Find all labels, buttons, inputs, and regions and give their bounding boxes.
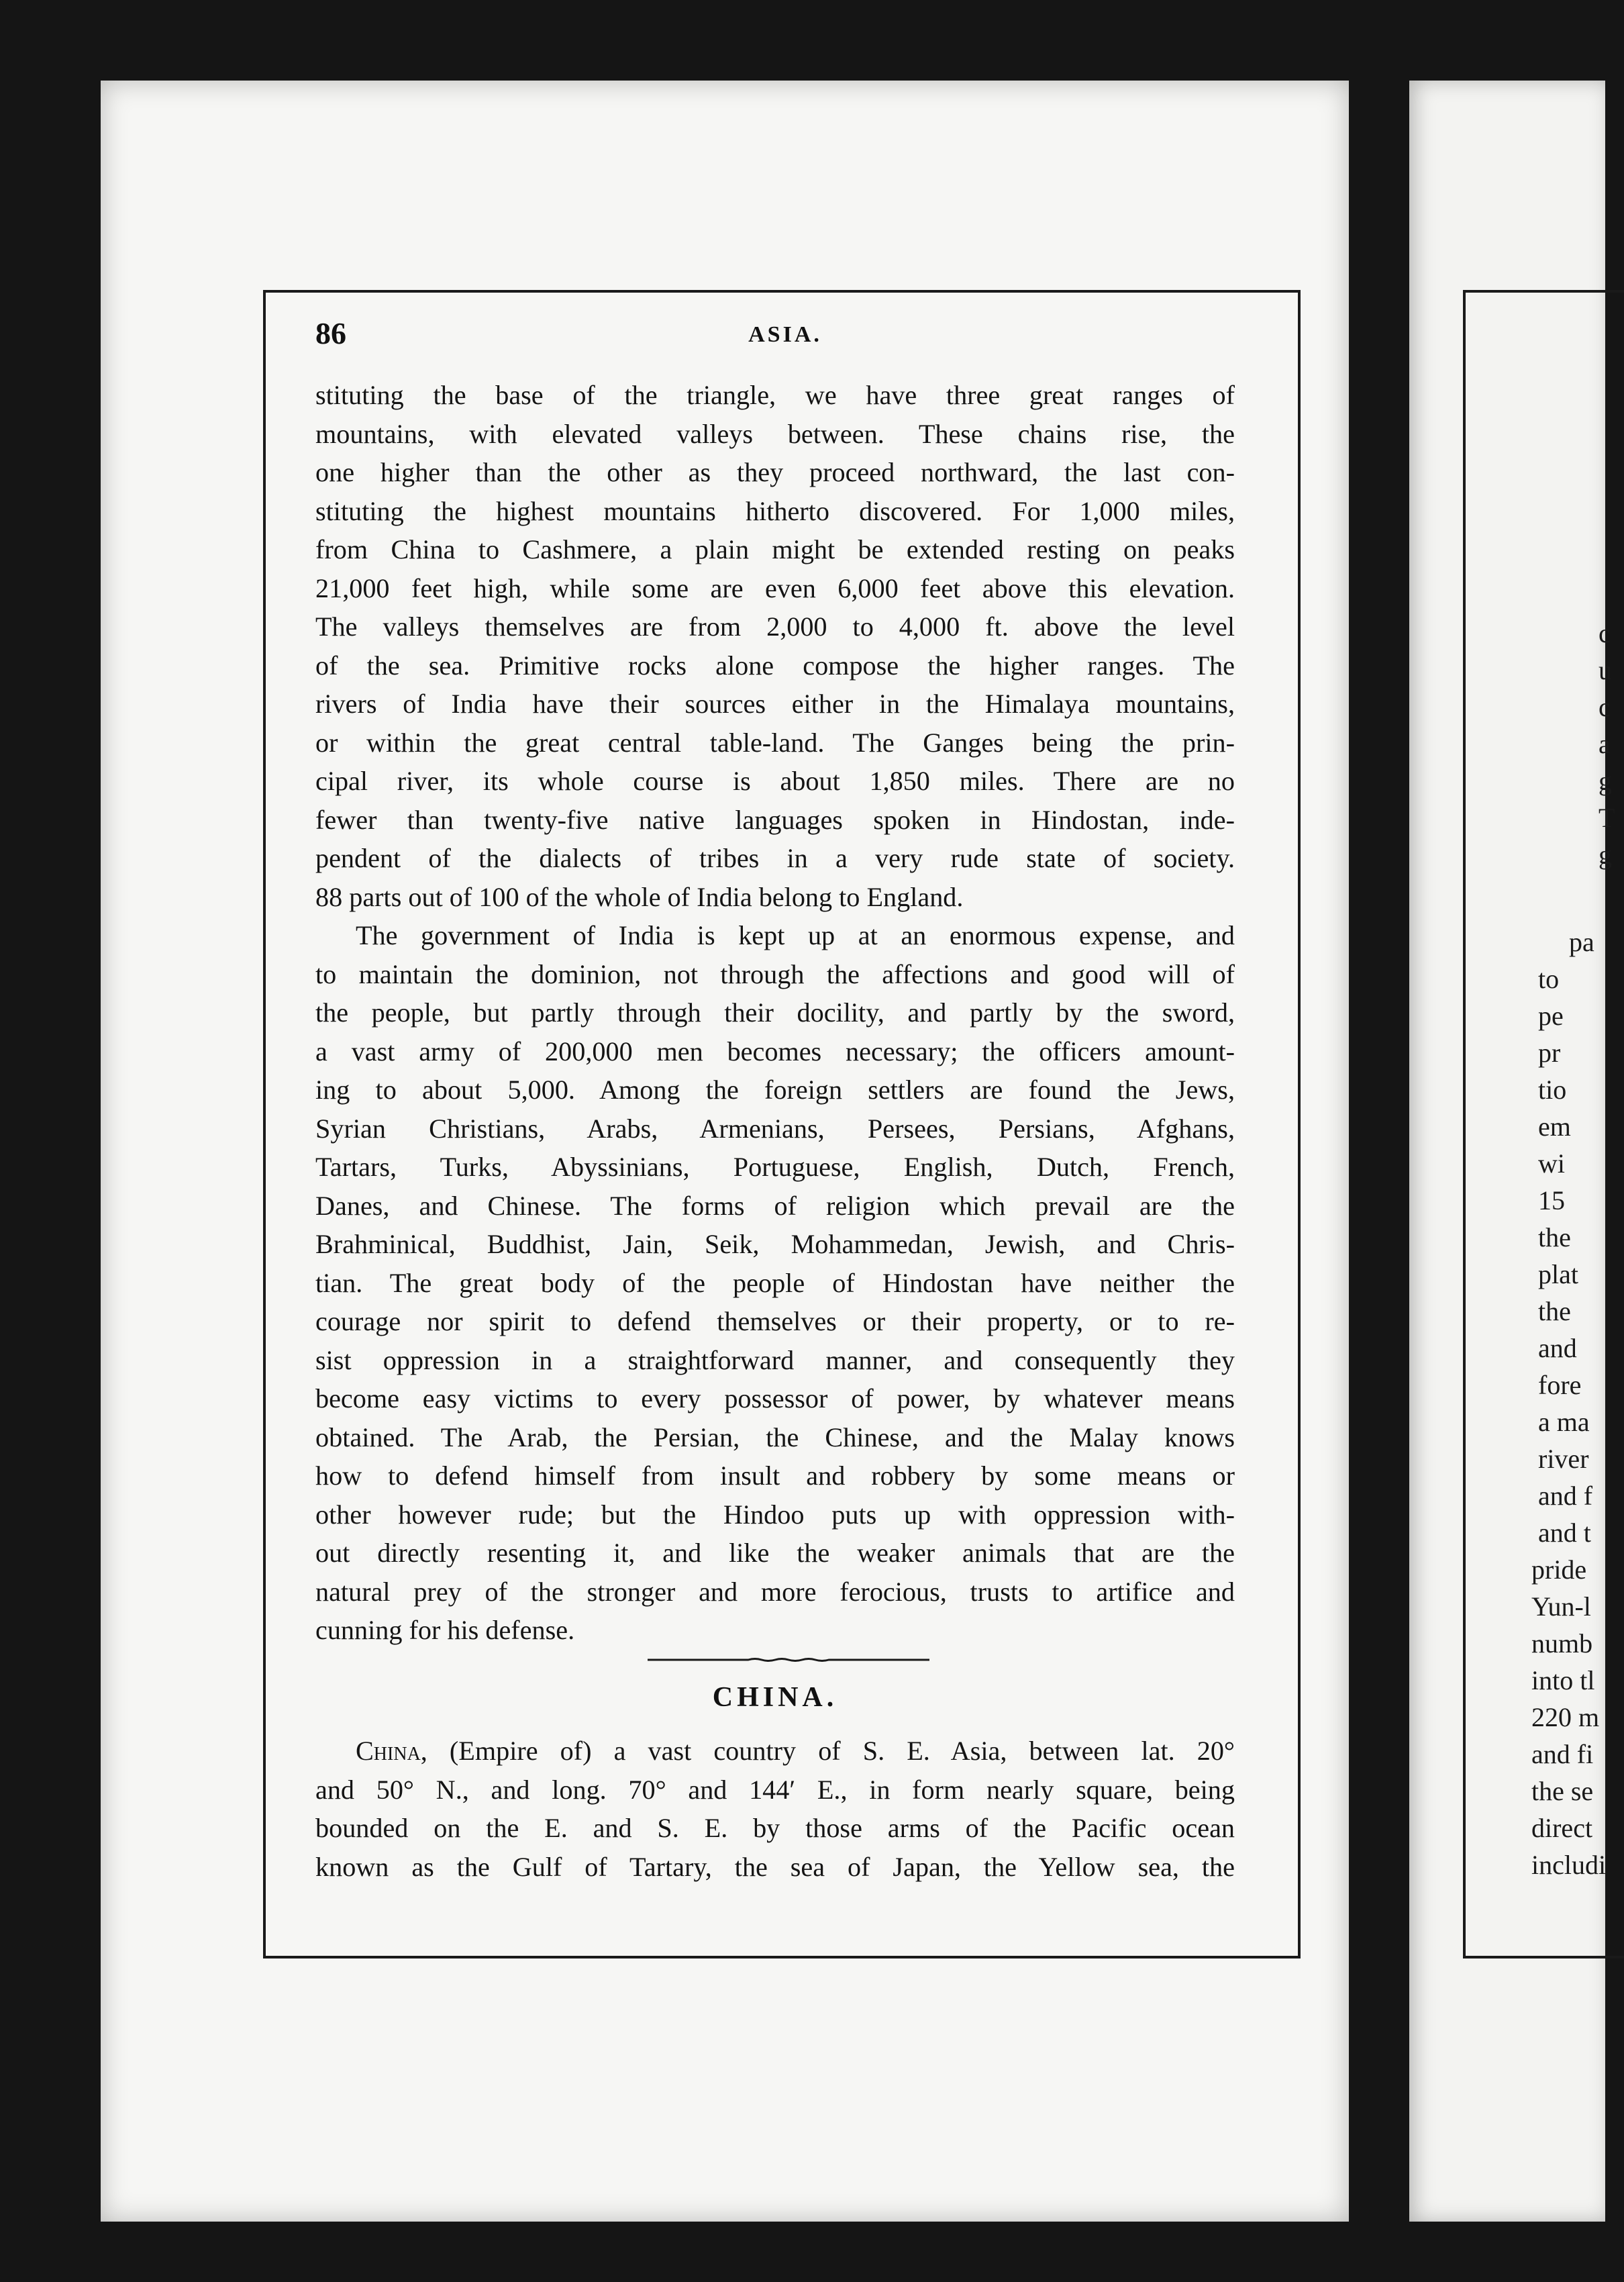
fragment: 15 <box>1538 1185 1565 1216</box>
fragment: pa <box>1569 927 1594 957</box>
text-line: The valleys themselves are from 2,000 to 4,000 ft. above the level <box>315 611 1235 642</box>
text-line: out directly resenting it, and like the weaker animals that are the <box>315 1538 1235 1568</box>
section-heading-china: CHINA. <box>712 1682 838 1713</box>
text-line: Syrian Christians, Arabs, Armenians, Persees, Persians, Afghans, <box>315 1113 1235 1144</box>
fragment: and <box>1538 1333 1577 1363</box>
fragment: the <box>1538 1296 1571 1326</box>
text-line: 88 parts out of 100 of the whole of India belong to England. <box>315 881 964 912</box>
text-line: natural prey of the stronger and more ferocious, trusts to artifice and <box>315 1576 1235 1607</box>
text-line: ing to about 5,000. Among the foreign settlers are found the Jews, <box>315 1075 1235 1105</box>
fragment: river <box>1538 1444 1589 1474</box>
fragment: em <box>1538 1111 1571 1142</box>
text-line: obtained. The Arab, the Persian, the Chinese, and the Malay knows <box>315 1422 1235 1452</box>
fragment: pe <box>1538 1001 1564 1031</box>
text-line-rest: (Empire of) a vast country of S. E. Asia, between lat. 20° <box>427 1736 1235 1766</box>
text-line: other however rude; but the Hindoo puts up with oppression with- <box>315 1499 1235 1530</box>
text-line: sist oppression in a straightforward manner, and consequently they <box>315 1344 1235 1375</box>
paragraph-india-1 <box>315 376 1235 916</box>
text-line: mountains, with elevated valleys between. These chains rise, the <box>315 418 1235 449</box>
fragment: direct <box>1531 1813 1593 1843</box>
fragment: wi <box>1538 1148 1565 1179</box>
text-line <box>315 1732 1235 1771</box>
text-line: become easy victims to every possessor of power, by whatever means <box>315 1383 1235 1413</box>
fragment: tio <box>1538 1075 1567 1105</box>
text-line: of the sea. Primitive rocks alone compose the higher ranges. The <box>315 650 1235 681</box>
text-line: cipal river, its whole course is about 1,850 miles. There are no <box>315 766 1235 796</box>
lead-word: China, <box>356 1736 427 1766</box>
fragment: u <box>1598 655 1612 685</box>
fragment: a <box>1598 729 1611 759</box>
text-line: how to defend himself from insult and robbery by some means or <box>315 1460 1235 1491</box>
fragment: g <box>1598 840 1612 870</box>
text-line: Danes, and Chinese. The forms of religion which prevail are the <box>315 1190 1235 1221</box>
article-body <box>315 376 1235 1650</box>
text-line: stituting the base of the triangle, we have three great ranges of <box>315 380 1235 410</box>
text-line: to maintain the dominion, not through the affections and good will of <box>315 958 1235 989</box>
text-line: Brahminical, Buddhist, Jain, Seik, Mohammedan, Jewish, and Chris- <box>315 1229 1235 1259</box>
fragment: the se <box>1531 1776 1594 1806</box>
text-line: The government of India is kept up at an enormous expense, and <box>356 920 1235 950</box>
page-number: 86 <box>315 316 346 350</box>
text-line: a vast army of 200,000 men becomes necessary; the officers amount- <box>315 1036 1235 1066</box>
text-line: or within the great central table-land. The Ganges being the prin- <box>315 727 1235 758</box>
fragment: and fi <box>1531 1739 1594 1769</box>
fragment: pride <box>1531 1554 1587 1585</box>
fragment: a ma <box>1538 1407 1590 1437</box>
fragment: plat <box>1538 1259 1578 1289</box>
header-title: ASIA. <box>748 322 822 347</box>
fragment: numb <box>1531 1628 1593 1658</box>
text-line: and 50° N., and long. 70° and 144′ E., in form nearly square, being <box>315 1774 1235 1805</box>
text-line: one higher than the other as they proceed northward, the last con- <box>315 457 1235 487</box>
text-line: bounded on the E. and S. E. by those arms of the Pacific ocean <box>315 1813 1235 1843</box>
fragment: to <box>1538 964 1560 994</box>
text-line: tian. The great body of the people of Hindostan have neither the <box>315 1267 1235 1298</box>
text-line: the people, but partly through their docility, and partly by the sword, <box>315 997 1235 1028</box>
text-line: rivers of India have their sources either in the Himalaya mountains, <box>315 689 1235 719</box>
fragment: and t <box>1538 1518 1591 1548</box>
text-line: Tartars, Turks, Abyssinians, Portuguese, English, Dutch, French, <box>315 1152 1235 1182</box>
fragment: the <box>1538 1222 1571 1252</box>
running-head <box>315 315 1255 362</box>
text-line: stituting the highest mountains hitherto discovered. For 1,000 miles, <box>315 495 1235 526</box>
text-line: from China to Cashmere, a plain might be extended resting on peaks <box>315 534 1235 564</box>
text-line: fewer than twenty-five native languages spoken in Hindostan, inde- <box>315 804 1235 835</box>
fragment: T <box>1598 803 1615 833</box>
fragment: fore <box>1538 1370 1582 1400</box>
fragment: c <box>1598 618 1611 648</box>
text-line: known as the Gulf of Tartary, the sea of Japan, the Yellow sea, the <box>315 1851 1235 1882</box>
text-line: 21,000 feet high, while some are even 6,000 feet above this elevation. <box>315 573 1235 603</box>
text-line: cunning for his defense. <box>315 1615 575 1645</box>
fragment: and f <box>1538 1481 1593 1511</box>
fragment: 220 m <box>1531 1702 1600 1732</box>
fragment: into tl <box>1531 1665 1595 1695</box>
fragment: g <box>1598 766 1612 796</box>
fragment: includi <box>1531 1850 1607 1880</box>
text-line: courage nor spirit to defend themselves or their property, or to re- <box>315 1306 1235 1336</box>
fragment: pr <box>1538 1038 1561 1068</box>
china-paragraph <box>315 1732 1235 1886</box>
text-line: pendent of the dialects of tribes in a very rude state of society. <box>315 843 1235 873</box>
fragment: c <box>1598 692 1611 722</box>
section-divider <box>648 1658 929 1662</box>
paragraph-india-2 <box>315 916 1235 1650</box>
fragment: Yun-l <box>1531 1591 1591 1622</box>
